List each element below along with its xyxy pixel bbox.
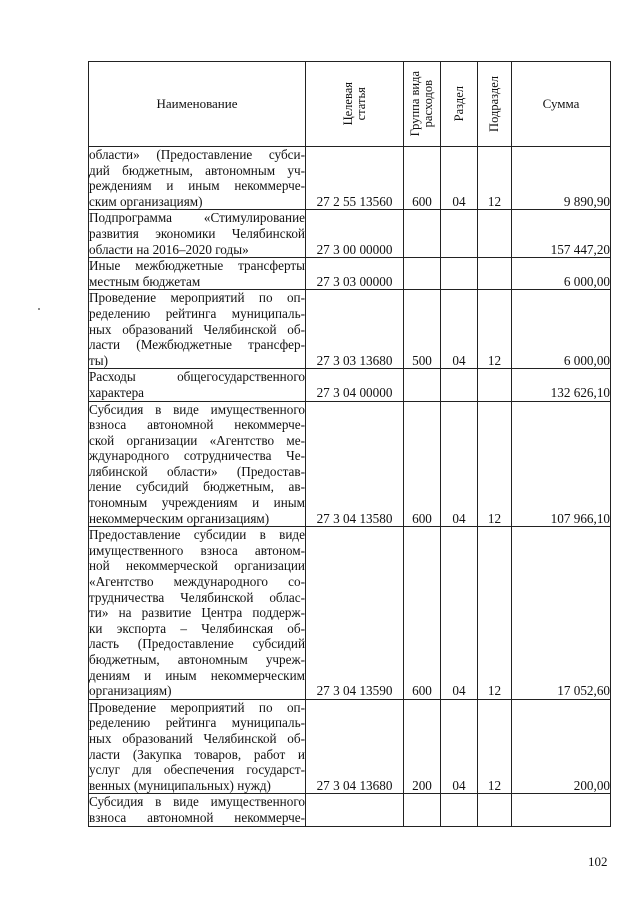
- row-target-code: 27 3 03 13680: [306, 290, 404, 369]
- row-expense-group: 600: [404, 147, 441, 210]
- row-expense-group: 600: [404, 401, 441, 527]
- row-target-code: 27 3 03 00000: [306, 258, 404, 290]
- row-section: 04: [441, 527, 478, 700]
- row-subsection: 12: [478, 699, 512, 794]
- table-row: [89, 290, 611, 369]
- row-target-code: 27 2 55 13560: [306, 147, 404, 210]
- table-row: [89, 699, 611, 794]
- row-sum: 132 626,10: [512, 369, 611, 401]
- row-name-line: ление субсидий бюджетным, ав-: [89, 479, 305, 495]
- row-target-code: 27 3 04 13580: [306, 401, 404, 527]
- row-target-code: 27 3 04 13680: [306, 699, 404, 794]
- table-row: [89, 527, 611, 700]
- table-body: [89, 147, 611, 827]
- row-name-line: взноса автономной некоммерче-: [89, 809, 305, 825]
- row-name-line: Проведение мероприятий по оп-: [89, 290, 305, 306]
- row-sum: 6 000,00: [512, 258, 611, 290]
- row-name: [89, 401, 306, 527]
- row-name: [89, 210, 306, 258]
- row-name: [89, 699, 306, 794]
- row-expense-group: [404, 369, 441, 401]
- row-name-line: Предоставление субсидии в виде: [89, 527, 305, 543]
- header-target-label: Целевая статья: [340, 82, 368, 126]
- row-subsection: [478, 794, 512, 826]
- table-row: [89, 794, 611, 826]
- row-name-line: Расходы общегосударственного: [89, 369, 305, 385]
- row-name: [89, 369, 306, 401]
- header-subsection-label: Подраздел: [487, 76, 501, 132]
- table-row: [89, 369, 611, 401]
- row-name-line: ты): [89, 352, 109, 368]
- header-group-label: Группа вида расходов: [408, 71, 435, 137]
- row-subsection: [478, 258, 512, 290]
- row-expense-group: [404, 210, 441, 258]
- row-section: [441, 794, 478, 826]
- row-target-code: 27 3 00 00000: [306, 210, 404, 258]
- row-target-code: 27 3 04 00000: [306, 369, 404, 401]
- row-subsection: [478, 369, 512, 401]
- row-name-line: Иные межбюджетные трансферты: [89, 258, 305, 274]
- row-name-line: области на 2016–2020 годы»: [89, 241, 249, 257]
- row-name-line: ределению рейтинга муниципаль-: [89, 715, 305, 731]
- row-name-line: Проведение мероприятий по оп-: [89, 699, 305, 715]
- row-name: [89, 794, 306, 826]
- row-target-code: [306, 794, 404, 826]
- row-name-line: ждународного сотрудничества Че-: [89, 448, 305, 464]
- table-row: [89, 401, 611, 527]
- row-sum: 200,00: [512, 699, 611, 794]
- row-name-line: ским организациям): [89, 193, 203, 209]
- header-name: Наименование: [89, 62, 306, 147]
- row-name-line: ных образований Челябинской об-: [89, 321, 305, 337]
- row-name-line: услуг для обеспечения государст-: [89, 762, 305, 778]
- row-name-line: венных (муниципальных) нужд): [89, 777, 271, 793]
- row-section: [441, 258, 478, 290]
- row-subsection: [478, 210, 512, 258]
- row-name-line: ской организации «Агентство ме-: [89, 432, 305, 448]
- row-name-line: реждениям и иным некоммерче-: [89, 178, 305, 194]
- row-name-line: дий бюджетным, автономным уч-: [89, 162, 305, 178]
- header-group: [404, 62, 441, 147]
- row-name-line: некоммерческим организациям): [89, 510, 270, 526]
- row-subsection: 12: [478, 290, 512, 369]
- row-name-line: Субсидия в виде имущественного: [89, 401, 305, 417]
- row-name-line: характера: [89, 384, 145, 400]
- table-row: [89, 210, 611, 258]
- table-row: [89, 258, 611, 290]
- row-name: [89, 147, 306, 210]
- row-name-line: дениям и иным некоммерческим: [89, 667, 305, 683]
- row-name-line: ласти (Закупка товаров, работ и: [89, 746, 305, 762]
- row-name-line: «Агентство международного со-: [89, 574, 305, 590]
- row-section: 04: [441, 290, 478, 369]
- row-name-line: местным бюджетам: [89, 273, 201, 289]
- row-name-line: трудничества Челябинской облас-: [89, 589, 305, 605]
- row-name-line: Субсидия в виде имущественного: [89, 794, 305, 810]
- header-sum: Сумма: [512, 62, 611, 147]
- row-name-line: ки экспорта – Челябинская об-: [89, 620, 305, 636]
- row-name-line: ласть (Предоставление субсидий: [89, 636, 305, 652]
- row-expense-group: [404, 258, 441, 290]
- table-row: [89, 147, 611, 210]
- row-name-line: области» (Предоставление субси-: [89, 147, 305, 162]
- row-sum: 107 966,10: [512, 401, 611, 527]
- header-section: [441, 62, 478, 147]
- page-number: 102: [588, 854, 608, 869]
- row-expense-group: 200: [404, 699, 441, 794]
- row-sum: 17 052,60: [512, 527, 611, 700]
- row-section: 04: [441, 147, 478, 210]
- row-subsection: 12: [478, 527, 512, 700]
- row-sum: 157 447,20: [512, 210, 611, 258]
- scan-speck: [38, 308, 40, 310]
- row-sum: 9 890,90: [512, 147, 611, 210]
- row-subsection: 12: [478, 401, 512, 527]
- row-name-line: взноса автономной некоммерче-: [89, 417, 305, 433]
- row-name-line: ных образований Челябинской об-: [89, 730, 305, 746]
- row-name-line: ределению рейтинга муниципаль-: [89, 305, 305, 321]
- row-section: [441, 210, 478, 258]
- row-sum: 6 000,00: [512, 290, 611, 369]
- row-name-line: развития экономики Челябинской: [89, 225, 305, 241]
- row-name-line: лябинской области» (Предостав-: [89, 463, 305, 479]
- row-expense-group: 500: [404, 290, 441, 369]
- row-expense-group: [404, 794, 441, 826]
- row-name-line: организациям): [89, 683, 172, 699]
- row-section: 04: [441, 699, 478, 794]
- row-name-line: бюджетным, автономным учреж-: [89, 652, 305, 667]
- row-expense-group: 600: [404, 527, 441, 700]
- row-name-line: ласти (Межбюджетные трансфер-: [89, 337, 305, 353]
- table-header-row: [89, 62, 611, 147]
- row-name: [89, 527, 306, 700]
- header-target: [306, 62, 404, 147]
- budget-table: [88, 61, 611, 827]
- row-name: [89, 258, 306, 290]
- row-name-line: Подпрограмма «Стимулирование: [89, 210, 305, 226]
- row-name-line: ной некоммерческой организации: [89, 558, 305, 574]
- header-subsection: [478, 62, 512, 147]
- row-name-line: тономным учреждениям и иным: [89, 495, 305, 511]
- row-name: [89, 290, 306, 369]
- row-section: 04: [441, 401, 478, 527]
- row-target-code: 27 3 04 13590: [306, 527, 404, 700]
- row-sum: [512, 794, 611, 826]
- row-name-line: имущественного взноса автоном-: [89, 542, 305, 558]
- row-subsection: 12: [478, 147, 512, 210]
- row-section: [441, 369, 478, 401]
- row-name-line: ти» на развитие Центра поддерж-: [89, 605, 305, 621]
- header-section-label: Раздел: [451, 86, 466, 122]
